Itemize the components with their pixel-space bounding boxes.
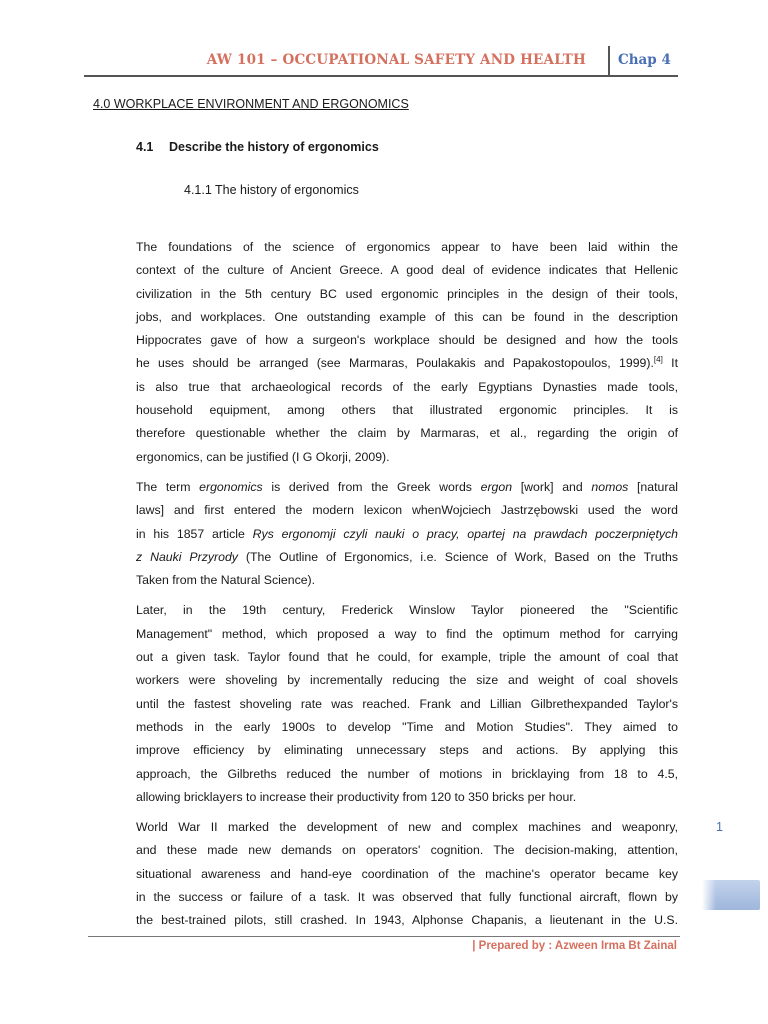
page-tab-decoration bbox=[702, 880, 760, 910]
italic-title: z Nauki Przyrody bbox=[136, 549, 238, 564]
chapter-label: Chap 4 bbox=[618, 52, 671, 68]
text-segment: is derived from the Greek words bbox=[262, 479, 481, 494]
italic-term: nomos bbox=[591, 479, 629, 494]
text-line: improve efficiency by eliminating unnecessary steps and actions. By applying this bbox=[136, 743, 678, 758]
page-number: 1 bbox=[716, 820, 723, 834]
text-line: ergonomics, can be justified (I G Okorji, 2009). bbox=[136, 449, 390, 464]
subsubsection-heading: 4.1.1 The history of ergonomics bbox=[184, 183, 359, 197]
text-line bbox=[136, 523, 678, 546]
paragraph-term-ergonomics bbox=[136, 476, 678, 592]
text-line: therefore questionable whether the claim by Marmaras, et al., regarding the origin of bbox=[136, 426, 678, 441]
footer-rule bbox=[88, 936, 680, 937]
text-line: Management" method, which proposed a way to find the optimum method for carrying bbox=[136, 626, 678, 641]
italic-term: ergonomics bbox=[199, 479, 263, 494]
course-title: AW 101 – OCCUPATIONAL SAFETY AND HEALTH bbox=[206, 52, 586, 68]
text-line bbox=[136, 546, 678, 569]
subsection-number: 4.1 bbox=[136, 140, 154, 154]
subsection-title: Describe the history of ergonomics bbox=[169, 140, 379, 154]
text-segment: he uses should be arranged (see Marmaras, Poulakakis and Papakostopoulos, 1999). bbox=[136, 356, 654, 371]
text-line: context of the culture of Ancient Greece. A good deal of evidence indicates that Hellenic bbox=[136, 263, 678, 278]
text-line: civilization in the 5th century BC used ergonomic principles in the design of their tools, bbox=[136, 286, 678, 301]
page-header bbox=[84, 44, 678, 76]
italic-term: ergon bbox=[480, 479, 513, 494]
subsection-heading bbox=[136, 140, 379, 154]
text-segment: [work] and bbox=[512, 479, 592, 494]
text-line: and these made new demands on operators' cognition. The decision-making, attention, bbox=[136, 843, 678, 858]
text-line: is also true that archaeological records of the early Egyptians Dynasties made tools, bbox=[136, 379, 678, 394]
text-line: The foundations of the science of ergonomics appear to have been laid within the bbox=[136, 240, 678, 254]
text-line: World War II marked the development of new and complex machines and weaponry, bbox=[136, 820, 678, 835]
text-segment: (The Outline of Ergonomics, i.e. Science of Work, Based on the Truths bbox=[237, 549, 678, 564]
text-line: household equipment, among others that illustrated ergonomic principles. It is bbox=[136, 403, 678, 418]
text-line: Taken from the Natural Science). bbox=[136, 573, 316, 588]
text-segment: It bbox=[662, 356, 679, 371]
footer-author: | Prepared by : Azween Irma Bt Zainal bbox=[472, 940, 677, 952]
text-line: out a given task. Taylor found that he could, for example, triple the amount of coal that bbox=[136, 650, 678, 665]
document-body bbox=[136, 236, 678, 940]
text-line: approach, the Gilbreths reduced the number of motions in bricklaying from 18 to 4.5, bbox=[136, 766, 678, 781]
header-rule bbox=[84, 75, 678, 77]
text-line: workers were shoveling by incrementally reducing the size and weight of coal shovels bbox=[136, 673, 678, 688]
text-line: allowing bricklayers to increase their productivity from 120 to 350 bricks per hour. bbox=[136, 789, 577, 804]
text-line bbox=[136, 352, 678, 375]
text-line: in the success or failure of a task. It was observed that fully functional aircraft, flown by bbox=[136, 890, 678, 905]
paragraph-history-greece bbox=[136, 236, 678, 469]
text-segment: in his 1857 article bbox=[136, 526, 253, 541]
section-heading: 4.0 WORKPLACE ENVIRONMENT AND ERGONOMICS bbox=[93, 97, 409, 111]
paragraph-world-war-ii bbox=[136, 816, 678, 932]
header-separator bbox=[608, 46, 610, 76]
text-line: the best-trained pilots, still crashed. In 1943, Alphonse Chapanis, a lieutenant in the U.S. bbox=[136, 913, 678, 928]
text-line: Hippocrates gave of how a surgeon's workplace should be designed and how the tools bbox=[136, 333, 678, 348]
text-segment: The term bbox=[136, 479, 200, 494]
text-line: until the fastest shoveling rate was reached. Frank and Lillian Gilbrethexpanded Taylor's bbox=[136, 696, 678, 711]
reference-link[interactable]: [4] bbox=[653, 355, 663, 365]
paragraph-taylor-gilbreth bbox=[136, 599, 678, 809]
text-line: Later, in the 19th century, Frederick Winslow Taylor pioneered the "Scientific bbox=[136, 603, 678, 618]
italic-title: Rys ergonomji czyli nauki o pracy, opartej na prawdach poczerpniętych bbox=[252, 526, 678, 541]
text-line bbox=[136, 476, 678, 499]
text-line: laws] and first entered the modern lexicon whenWojciech Jastrzębowski used the word bbox=[136, 503, 678, 518]
text-line: jobs, and workplaces. One outstanding example of this can be found in the description bbox=[136, 309, 678, 324]
text-line: methods in the early 1900s to develop "Time and Motion Studies". They aimed to bbox=[136, 719, 678, 734]
text-segment: [natural bbox=[628, 479, 679, 494]
text-line: situational awareness and hand-eye coordination of the machine's operator became key bbox=[136, 866, 678, 881]
